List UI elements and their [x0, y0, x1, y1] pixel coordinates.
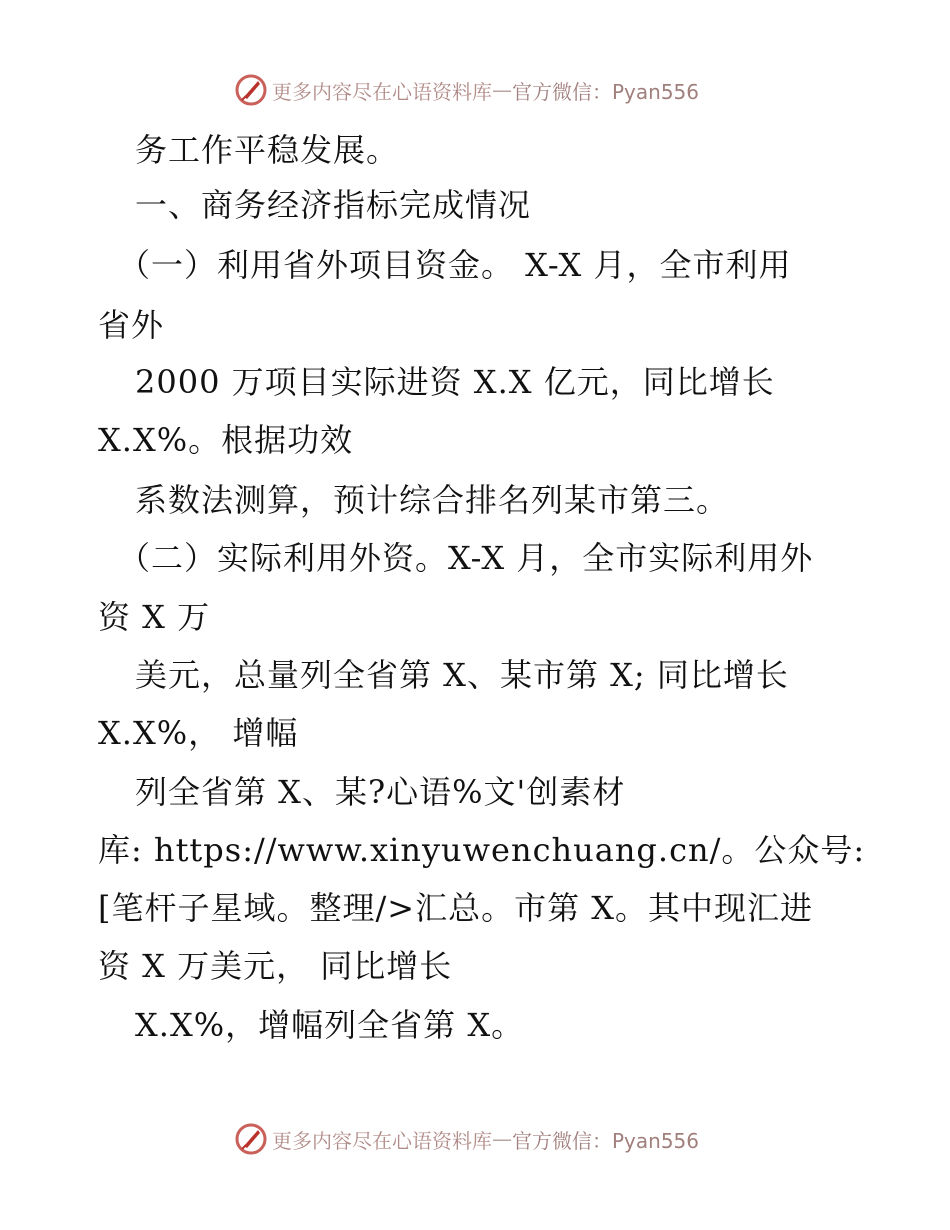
body-line: 美元，总量列全省第 X、某市第 X; 同比增长	[135, 656, 789, 694]
body-line: 列全省第 X、某?心语%文'创素材	[135, 773, 626, 811]
body-line: 系数法测算，预计综合排名列某市第三。	[135, 481, 730, 519]
watermark-contact: 官方微信：Pyan556	[512, 79, 700, 104]
quill-pen-logo-icon	[234, 1122, 268, 1156]
body-line: 务工作平稳发展。	[135, 131, 400, 169]
watermark-dash: —	[492, 1127, 512, 1151]
watermark-text: 更多内容尽在心语资料库	[272, 79, 492, 104]
body-line: 2000 万项目实际进资 X.X 亿元，同比增长	[135, 363, 775, 401]
body-line: X.X%，增幅列全省第 X。	[135, 1006, 525, 1044]
body-line: 库: https://www.xinyuwenchuang.cn/。公众号:	[98, 831, 866, 869]
body-line: [笔杆子星域。整理/>汇总。市第 X。其中现汇进	[98, 889, 814, 927]
body-line: 资 X 万美元， 同比增长	[98, 947, 453, 985]
watermark-text: 更多内容尽在心语资料库	[272, 1128, 492, 1153]
section-heading: 一、商务经济指标完成情况	[135, 186, 532, 224]
body-line: 省外	[98, 306, 165, 344]
footer-watermark-banner	[234, 1121, 699, 1157]
watermark-contact: 官方微信：Pyan556	[512, 1128, 700, 1153]
body-line: 资 X 万	[98, 598, 211, 636]
header-watermark-banner	[234, 72, 699, 108]
watermark-dash: —	[492, 78, 512, 102]
body-line: X.X%。根据功效	[98, 421, 354, 459]
body-line: （一）利用省外项目资金。 X-X 月，全市利用	[118, 246, 792, 284]
body-line: X.X%， 增幅	[98, 714, 299, 752]
body-line: （二）实际利用外资。X-X 月，全市实际利用外	[118, 539, 814, 577]
quill-pen-logo-icon	[234, 73, 268, 107]
